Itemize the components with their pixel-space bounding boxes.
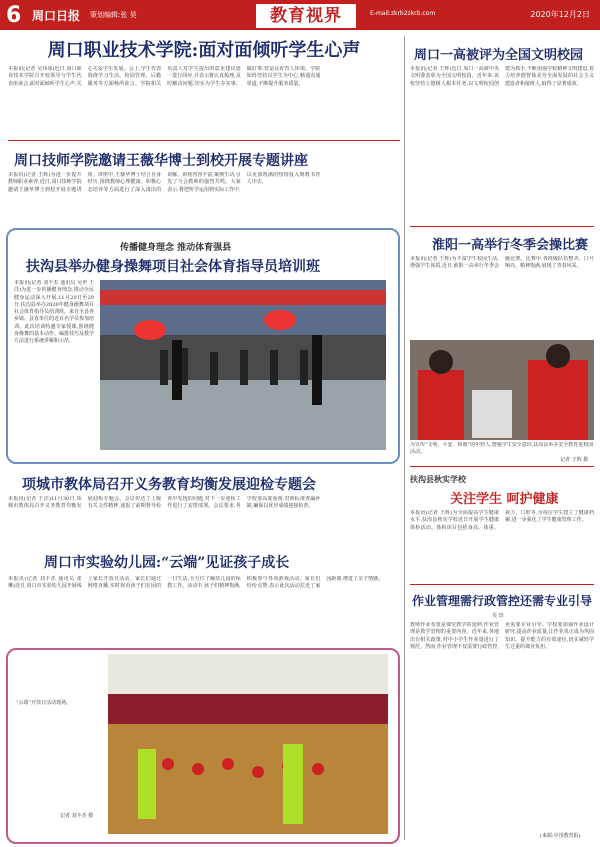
section-title: 教育视界: [255, 3, 357, 29]
article-8-kicker: 扶沟县秋实学校: [410, 474, 466, 484]
article-1-body: 本报讯(记者 吴伟冰)近日,周口职业技术学院召开校领导与学生代表座谈会,面对面倾听学生心声,关心关爱学生发展。会上,学生代表围绕学习生活、校园管理、后勤服务等方面畅所欲言。学院相关负责人对学生提出的意见建议逐一进行回应,并表示将认真梳理,及时解决问题,切实为学生办实事、做好事,营造良好育人环境。学院始终坚持以学生为中心,畅通沟通渠道,不断提升服务质量。: [8, 66, 321, 87]
article-1-title: 周口职业技术学院:面对面倾听学生心声: [47, 40, 361, 61]
article-6-title: 周口一高被评为全国文明校园: [414, 48, 584, 63]
article-1: [8, 36, 400, 62]
article-6-body: 本报讯(记者 王辉)近日,周口一高被中央文明委表彰为全国文明校园。近年来,该校坚持立德树人根本任务,以文明校园创建为抓手,不断加强学校精神文明建设,着力培养德智体美劳全面发展的社会主义建设者和接班人,取得了显著成效。: [410, 66, 594, 87]
article-3-body: 本报讯(记者 刘丰杰 通讯员 吴世 王洋)为进一步传播健身理念,推动全民健身运动深入开展,11月20日至29日,扶沟县举办2020年健身操舞项目社会体育指导员培训班。来自全县各乡镇、县直单位的近百名学员参加培训。此次培训特邀专家授课,围绕健身操舞的基本动作、编排技巧及教学方法进行系统讲解和示范。: [14, 280, 94, 345]
article-9-author: 吴 玢: [492, 613, 504, 619]
safety-photo: [410, 340, 594, 440]
kindergarten-photo: [108, 654, 388, 834]
article-2-title: 周口技师学院邀请王薇华博士到校开展专题讲座: [14, 153, 308, 169]
article-5-body: 本报讯(记者 刘丰杰 通讯员 张琳)近日,周口市实验幼儿园开展线上家长开放日活动。家长们通过网络直播,实时观看孩子们在园的一日生活,全方位了解幼儿园的保教工作。活动中,孩子们精神饱满,积极参与各项游戏活动。家长们纷纷点赞,表示此次活动拉近了家园距离,增进了亲子情感。: [8, 576, 383, 590]
article-5-credit: 记者 刘丰杰 摄: [60, 813, 94, 819]
article-9-title: 作业管理需行政管控还需专业引导: [412, 594, 593, 608]
article-7-title: 淮阳一高举行冬季会操比赛: [432, 238, 589, 253]
divider: [410, 466, 594, 467]
divider: [410, 226, 594, 227]
article-5-photo-caption: “云端”开放日活动现场。: [16, 700, 72, 706]
article-7-credit: 记者 王辉 摄: [560, 457, 589, 463]
article-3-kicker: 传播健身理念 推动体育强县: [120, 243, 232, 253]
article-3-title: 扶沟县举办健身操舞项目社会体育指导员培训班: [26, 259, 320, 275]
divider: [8, 140, 400, 141]
page-number: 6: [6, 2, 22, 28]
paper-name: 周口日报: [32, 8, 81, 23]
article-4-title: 项城市教体局召开义务教育均衡发展迎检专题会: [22, 477, 316, 493]
article-7-body: 本报讯(记者 王辉)为丰富学生校园生活,增强学生体质,近日,淮阳一高举行冬季会操比赛。比赛中,各班级队伍整齐、口号响亮、精神饱满,展现了青春风采。: [410, 256, 594, 270]
training-photo: [100, 280, 386, 450]
article-4-body: 本报讯(记者 王洋)11月30日,项城市教体局召开义务教育均衡发展迎检专题会。会议传达了上级有关文件精神,通报了前期督导检查中发现的问题,对下一步迎检工作进行了安排部署。会议要求,各学校要高度重视,对照标准查漏补缺,确保以优异成绩迎接检查。: [8, 496, 321, 510]
article-8-title: 关注学生 呵护健康: [450, 492, 559, 507]
column-rule: [404, 36, 405, 840]
divider: [410, 584, 594, 585]
article-7-caption: 为宣传“文明、平安、和谐”的年轻人,增强学生安全意识,扶沟县举办安全教育进校园活动。: [410, 442, 594, 455]
editor-meta: 策划编辑:张 昊: [90, 11, 137, 19]
article-9-body: 教师作业布置是课堂教学的延伸,作业管理是教学管理的重要内容。近年来,各地出台相关政策,对中小学生作业量进行了规范。然而,作业管理不仅需要行政管控,更需要专业引导。学校要加强作业设计研究,提高作业质量,让作业真正成为巩固知识、提升能力的有效途径,切实减轻学生过重的课业负担。: [410, 622, 594, 650]
article-5-title: 周口市实验幼儿园:“云端”见证孩子成长: [44, 555, 290, 571]
email: E-mail:zkrb2zkrb.com: [370, 10, 436, 17]
article-8-body: 本报讯(记者 王辉)为全面提高学生健康水平,扶沟县秋实学校近日开展学生健康体检活动。体检项目包括身高、体重、视力、口腔等,为每位学生建立了健康档案,进一步强化了学生健康管理工作。: [410, 510, 594, 531]
issue-date: 2020年12月2日: [530, 10, 590, 19]
article-9-source: (来源:中国教育报): [540, 833, 581, 839]
article-2-body: 本报讯(记者 王辉)为进一步提升教师职业素养,近日,周口技师学院邀请王薇华博士到校开展专题讲座。讲座中,王薇华博士结合自身经历,围绕教师心理健康、积极心态培养等方面进行了深入浅出的讲解。讲座内容丰富,案例生动,引发了与会教师的强烈共鸣。大家表示,将把所学运用到实际工作中,以更加饱满的热情投入到教书育人中去。: [8, 172, 321, 193]
